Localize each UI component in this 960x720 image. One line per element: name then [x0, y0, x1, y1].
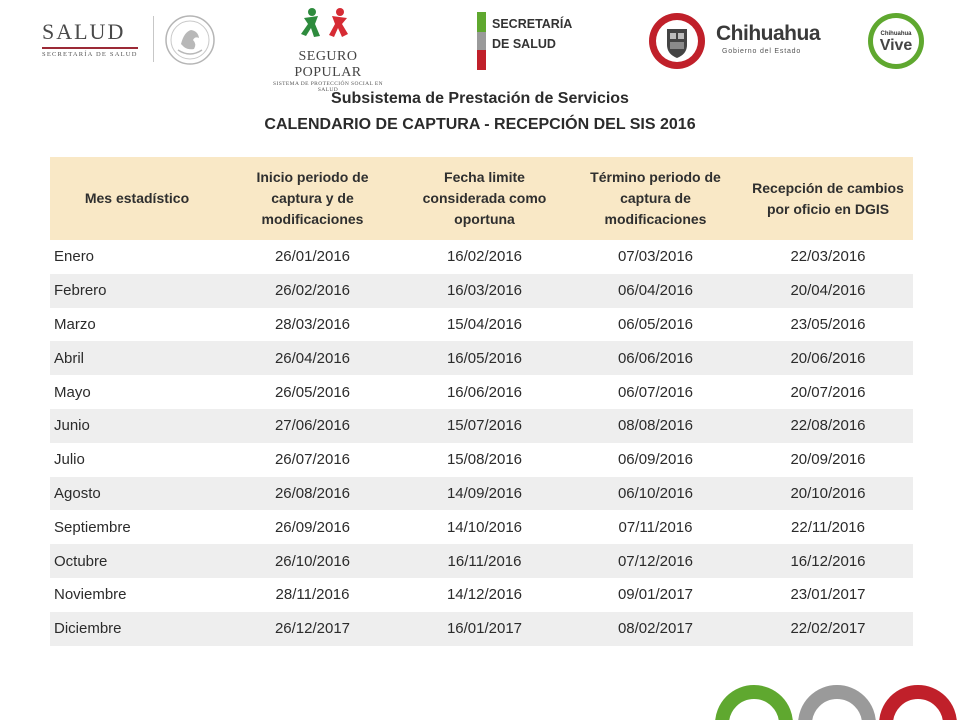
cell-date: 26/08/2016 — [224, 477, 401, 511]
table-row — [50, 409, 913, 443]
table-row — [50, 375, 913, 409]
red-ring-decoration — [878, 684, 958, 720]
cell-date: 22/08/2016 — [743, 409, 913, 443]
cell-mes: Julio — [50, 443, 224, 477]
seguro-popular-subtext: SISTEMA DE PROTECCIÓN SOCIAL EN SALUD — [273, 81, 383, 93]
chihuahua-subtext: Gobierno del Estado — [722, 48, 802, 55]
cell-mes: Enero — [50, 240, 224, 274]
secretaria-salud-logo — [477, 12, 597, 70]
cell-date: 14/12/2016 — [401, 578, 568, 612]
cell-mes: Diciembre — [50, 612, 224, 646]
calendar-table — [50, 157, 913, 646]
page-subtitle: CALENDARIO DE CAPTURA - RECEPCIÓN DEL SIS 2016 — [264, 116, 696, 133]
cell-date: 26/12/2017 — [224, 612, 401, 646]
vive-badge-icon — [867, 12, 925, 70]
cell-mes: Octubre — [50, 544, 224, 578]
cell-date: 22/02/2017 — [743, 612, 913, 646]
cell-mes: Abril — [50, 341, 224, 375]
table-row — [50, 578, 913, 612]
table-row — [50, 308, 913, 342]
table-row — [50, 274, 913, 308]
cell-date: 26/07/2016 — [224, 443, 401, 477]
table-row — [50, 544, 913, 578]
seguro-popular-text: SEGURO POPULAR — [294, 49, 362, 80]
cell-date: 15/04/2016 — [401, 308, 568, 342]
chihuahua-shield-icon — [648, 12, 706, 70]
seguro-popular-figures-icon — [268, 6, 388, 40]
cell-mes: Junio — [50, 409, 224, 443]
cell-date: 14/10/2016 — [401, 510, 568, 544]
salud-logo-subtext: SECRETARÍA DE SALUD — [42, 51, 138, 58]
salud-logo-rule — [42, 47, 138, 49]
page-title: Subsistema de Prestación de Servicios — [331, 90, 629, 107]
cell-date: 14/09/2016 — [401, 477, 568, 511]
table-row — [50, 443, 913, 477]
table-row — [50, 240, 913, 274]
table-row — [50, 612, 913, 646]
green-ring-decoration — [714, 684, 794, 720]
cell-date: 08/02/2017 — [568, 612, 743, 646]
cell-date: 09/01/2017 — [568, 578, 743, 612]
cell-date: 20/04/2016 — [743, 274, 913, 308]
cell-date: 07/03/2016 — [568, 240, 743, 274]
cell-date: 06/06/2016 — [568, 341, 743, 375]
chihuahua-name: Chihuahua — [716, 22, 820, 45]
cell-date: 16/06/2016 — [401, 375, 568, 409]
salud-logo — [42, 20, 142, 58]
logo-divider — [153, 16, 154, 62]
cell-date: 22/11/2016 — [743, 510, 913, 544]
cell-mes: Febrero — [50, 274, 224, 308]
secretaria-text — [492, 14, 572, 54]
header-mes: Mes estadístico — [50, 157, 224, 240]
cell-mes: Septiembre — [50, 510, 224, 544]
cell-date: 26/05/2016 — [224, 375, 401, 409]
cell-date: 20/09/2016 — [743, 443, 913, 477]
vive-main-text: Vive — [879, 37, 913, 54]
cell-mes: Mayo — [50, 375, 224, 409]
header-logos — [0, 0, 960, 93]
cell-date: 23/05/2016 — [743, 308, 913, 342]
cell-mes: Agosto — [50, 477, 224, 511]
header-recepcion: Recepción de cambios por oficio en DGIS — [743, 157, 913, 240]
table-header-row — [50, 157, 913, 240]
cell-mes: Noviembre — [50, 578, 224, 612]
secretaria-bar-gray — [477, 32, 486, 50]
cell-date: 20/07/2016 — [743, 375, 913, 409]
cell-date: 06/05/2016 — [568, 308, 743, 342]
secretaria-line2: DE SALUD — [492, 37, 556, 51]
gray-ring-decoration — [797, 684, 877, 720]
cell-date: 15/08/2016 — [401, 443, 568, 477]
cell-mes: Marzo — [50, 308, 224, 342]
cell-date: 26/02/2016 — [224, 274, 401, 308]
cell-date: 27/06/2016 — [224, 409, 401, 443]
header-fecha-limite: Fecha limite considerada como oportuna — [401, 157, 568, 240]
seguro-popular-logo — [268, 6, 388, 93]
vive-small-text: Chihuahua — [880, 31, 912, 37]
cell-date: 06/10/2016 — [568, 477, 743, 511]
cell-date: 28/11/2016 — [224, 578, 401, 612]
cell-date: 16/05/2016 — [401, 341, 568, 375]
cell-date: 23/01/2017 — [743, 578, 913, 612]
mexico-seal-icon — [164, 14, 216, 66]
table-row — [50, 477, 913, 511]
cell-date: 07/11/2016 — [568, 510, 743, 544]
salud-logo-text: SALUD — [42, 19, 126, 44]
cell-date: 08/08/2016 — [568, 409, 743, 443]
table-row — [50, 510, 913, 544]
secretaria-line1: SECRETARÍA — [492, 17, 573, 31]
header-inicio: Inicio periodo de captura y de modificaciones — [224, 157, 401, 240]
secretaria-bar-red — [477, 50, 486, 70]
secretaria-bar-green — [477, 12, 486, 32]
cell-date: 06/04/2016 — [568, 274, 743, 308]
cell-date: 26/10/2016 — [224, 544, 401, 578]
cell-date: 20/10/2016 — [743, 477, 913, 511]
header-termino: Término periodo de captura de modificaciones — [568, 157, 743, 240]
cell-date: 16/12/2016 — [743, 544, 913, 578]
cell-date: 22/03/2016 — [743, 240, 913, 274]
cell-date: 16/11/2016 — [401, 544, 568, 578]
cell-date: 16/03/2016 — [401, 274, 568, 308]
chihuahua-logo — [648, 12, 818, 70]
cell-date: 28/03/2016 — [224, 308, 401, 342]
cell-date: 06/09/2016 — [568, 443, 743, 477]
cell-date: 26/04/2016 — [224, 341, 401, 375]
cell-date: 26/09/2016 — [224, 510, 401, 544]
table-row — [50, 341, 913, 375]
cell-date: 07/12/2016 — [568, 544, 743, 578]
cell-date: 16/01/2017 — [401, 612, 568, 646]
cell-date: 15/07/2016 — [401, 409, 568, 443]
cell-date: 26/01/2016 — [224, 240, 401, 274]
cell-date: 20/06/2016 — [743, 341, 913, 375]
cell-date: 16/02/2016 — [401, 240, 568, 274]
cell-date: 06/07/2016 — [568, 375, 743, 409]
